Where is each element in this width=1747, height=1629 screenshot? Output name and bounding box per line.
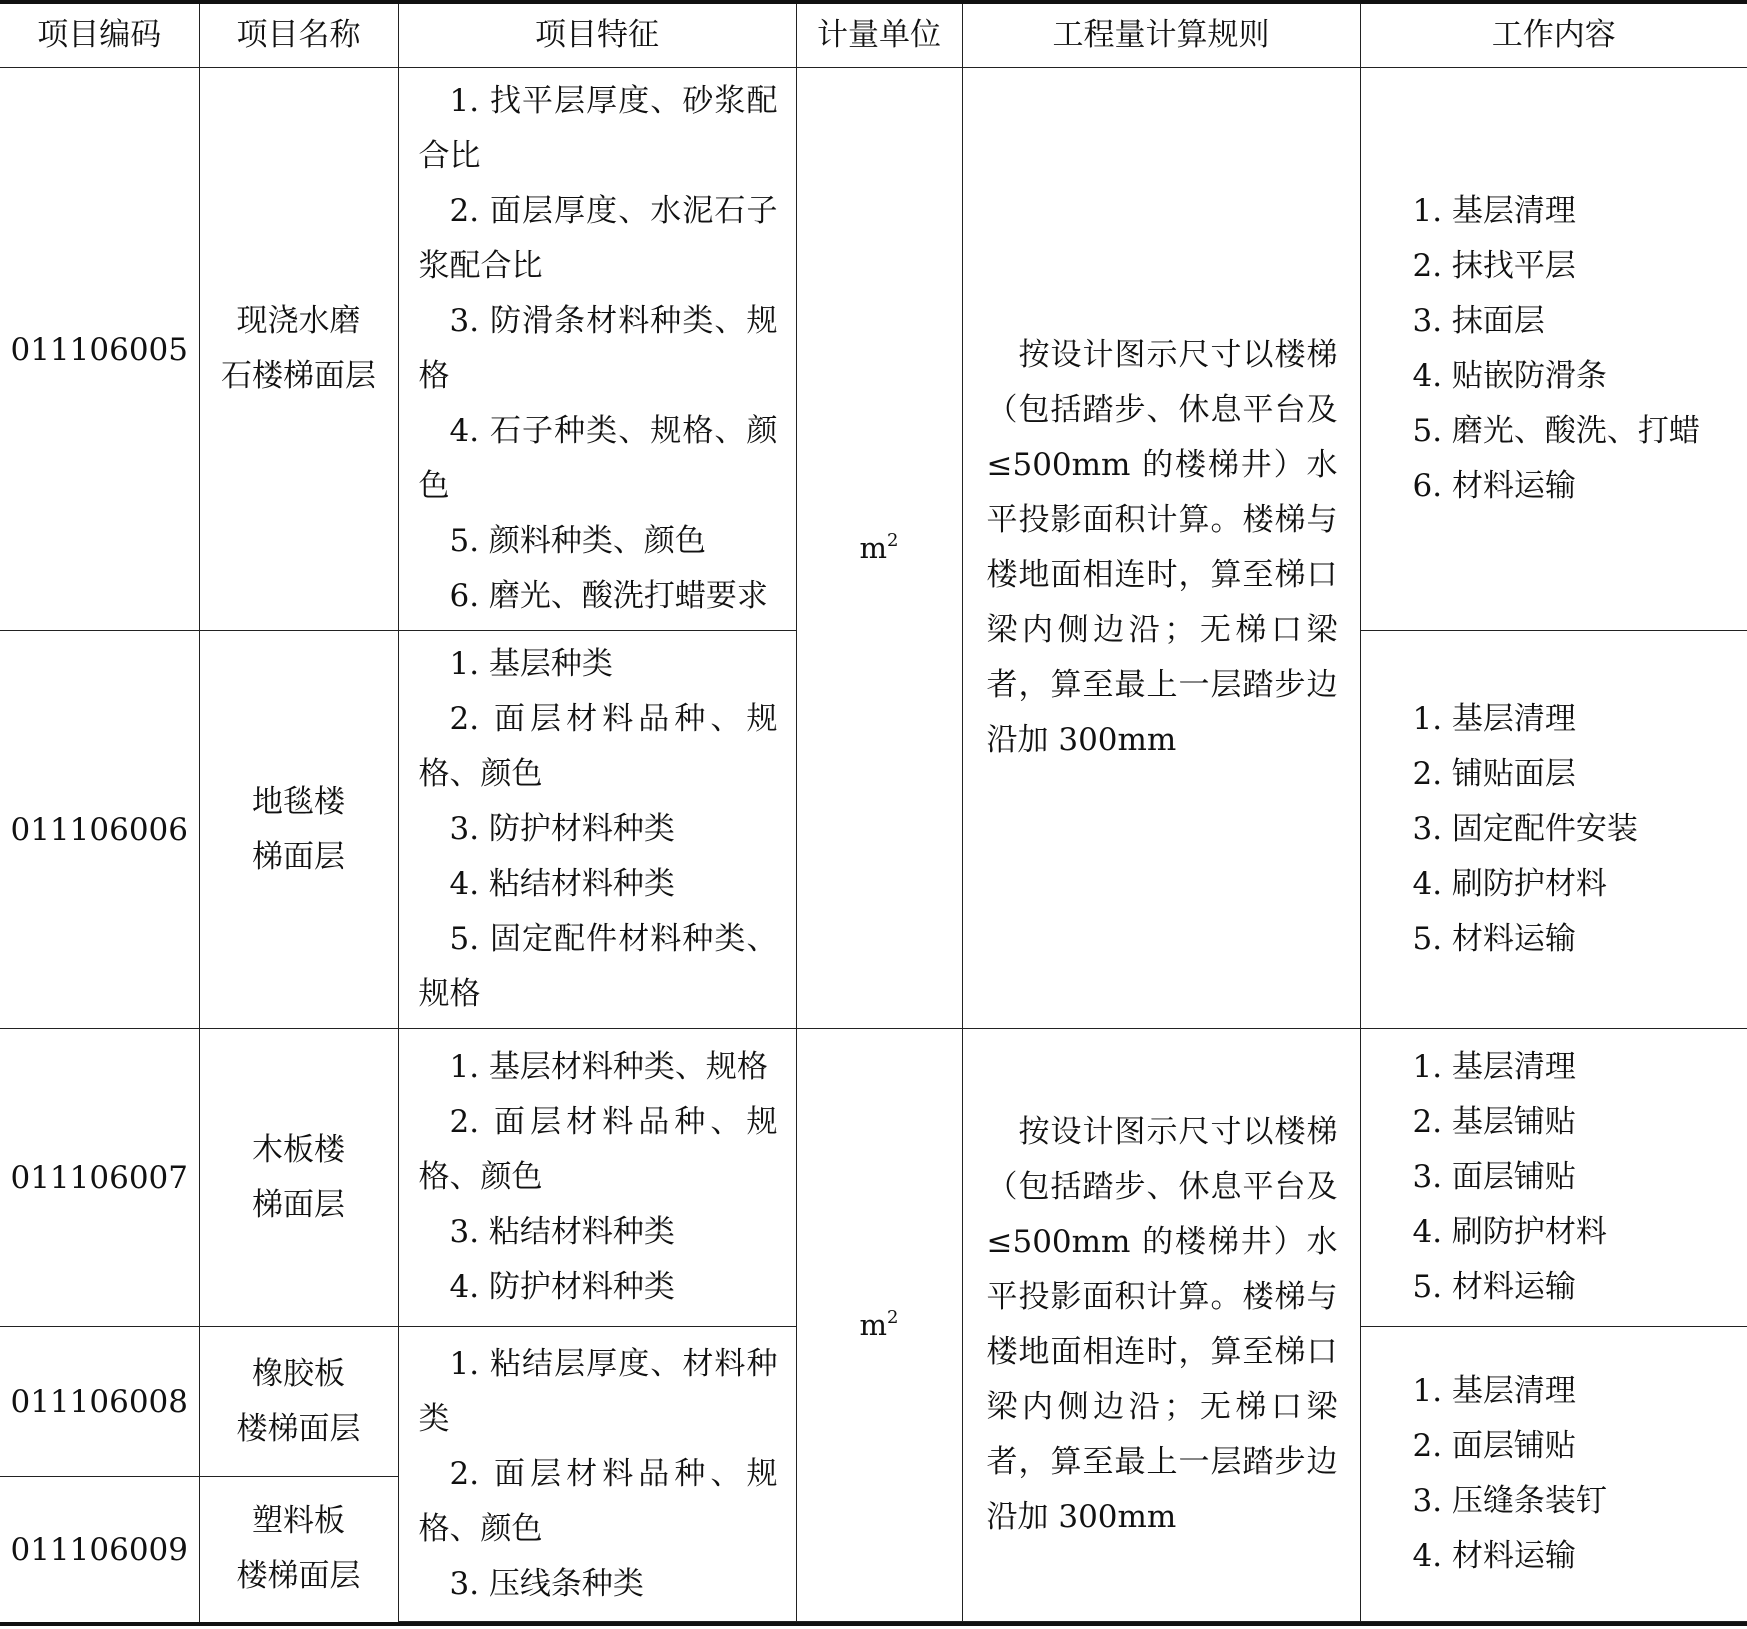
project-name-line: 橡胶板 — [252, 1355, 345, 1392]
header-work-content: 工作内容 — [1360, 4, 1747, 68]
work-content — [1360, 1327, 1747, 1622]
work-content — [1360, 631, 1747, 1029]
work-item: 2. 铺贴面层 — [1412, 756, 1576, 792]
project-name — [199, 1327, 398, 1477]
work-item: 3. 压缝条装钉 — [1412, 1483, 1607, 1519]
header-project-features: 项目特征 — [398, 4, 796, 68]
project-code: 011106005 — [0, 68, 199, 631]
feature-item: 3. 防滑条材料种类、规格 — [418, 303, 778, 394]
feature-item: 5. 颜料种类、颜色 — [449, 523, 706, 559]
feature-item: 3. 防护材料种类 — [449, 811, 675, 847]
unit-superscript: 2 — [887, 1306, 899, 1328]
unit-superscript: 2 — [887, 529, 899, 551]
header-project-code: 项目编码 — [0, 4, 199, 68]
work-content — [1360, 1029, 1747, 1327]
project-name-line: 地毯楼 — [252, 783, 345, 820]
feature-item: 3. 压线条种类 — [449, 1565, 644, 1602]
table-row — [0, 1029, 1747, 1327]
feature-item: 1. 粘结层厚度、材料种类 — [418, 1345, 778, 1437]
work-item: 1. 基层清理 — [1412, 701, 1576, 737]
unit-text: m — [859, 530, 888, 565]
project-name-line: 楼梯面层 — [236, 1558, 361, 1595]
work-item: 5. 材料运输 — [1412, 921, 1576, 957]
work-item: 2. 面层铺贴 — [1412, 1428, 1576, 1464]
feature-item: 4. 石子种类、规格、颜色 — [418, 413, 778, 504]
work-item: 4. 材料运输 — [1412, 1538, 1576, 1574]
feature-item: 1. 基层材料种类、规格 — [449, 1049, 768, 1085]
feature-item: 4. 防护材料种类 — [449, 1269, 675, 1305]
project-features — [398, 631, 796, 1029]
unit-cell — [796, 68, 962, 1029]
work-item: 4. 贴嵌防滑条 — [1412, 358, 1607, 394]
work-item: 3. 固定配件安装 — [1412, 811, 1638, 847]
bottom-rule — [0, 1622, 1747, 1626]
header-quantity-rule: 工程量计算规则 — [962, 4, 1360, 68]
unit-text: m — [859, 1307, 888, 1342]
project-name — [199, 1029, 398, 1327]
project-code: 011106006 — [0, 631, 199, 1029]
work-item: 6. 材料运输 — [1412, 468, 1576, 504]
quantity-rule: 按设计图示尺寸以楼梯（包括踏步、休息平台及≤500mm 的楼梯井）水平投影面积计算。楼梯与楼地面相连时，算至梯口梁内侧边沿；无梯口梁者，算至最上一层踏步边沿加 300mm — [962, 68, 1360, 1029]
work-content — [1360, 68, 1747, 631]
feature-item: 3. 粘结材料种类 — [449, 1214, 675, 1250]
project-name — [199, 68, 398, 631]
project-name-line: 楼梯面层 — [236, 1410, 361, 1447]
header-row — [0, 4, 1747, 68]
feature-item: 2. 面层材料品种、规格、颜色 — [418, 701, 778, 792]
project-name-line: 现浇水磨 — [236, 303, 361, 339]
project-features — [398, 1327, 796, 1622]
work-item: 1. 基层清理 — [1412, 193, 1576, 229]
project-features — [398, 1029, 796, 1327]
table-row — [0, 68, 1747, 631]
project-name-line: 木板楼 — [252, 1131, 345, 1168]
work-item: 5. 材料运输 — [1412, 1269, 1576, 1305]
stair-surface-spec-table — [0, 4, 1747, 1622]
work-item: 1. 基层清理 — [1412, 1373, 1576, 1409]
work-item: 3. 面层铺贴 — [1412, 1159, 1576, 1195]
project-code: 011106008 — [0, 1327, 199, 1477]
header-project-name: 项目名称 — [199, 4, 398, 68]
project-name-line: 石楼梯面层 — [221, 358, 376, 394]
project-name-line: 梯面层 — [252, 1186, 345, 1223]
project-name-line: 塑料板 — [252, 1503, 345, 1540]
feature-item: 1. 找平层厚度、砂浆配合比 — [418, 83, 778, 174]
project-features — [398, 68, 796, 631]
project-code: 011106007 — [0, 1029, 199, 1327]
work-item: 3. 抹面层 — [1412, 303, 1545, 339]
feature-item: 5. 固定配件材料种类、规格 — [418, 921, 778, 1012]
work-item: 2. 抹找平层 — [1412, 248, 1576, 284]
quantity-rule: 按设计图示尺寸以楼梯（包括踏步、休息平台及≤500mm 的楼梯井）水平投影面积计算。楼梯与楼地面相连时，算至梯口梁内侧边沿；无梯口梁者，算至最上一层踏步边沿加 300mm — [962, 1029, 1360, 1622]
feature-item: 2. 面层厚度、水泥石子浆配合比 — [418, 193, 778, 284]
feature-item: 4. 粘结材料种类 — [449, 866, 675, 902]
project-name — [199, 631, 398, 1029]
feature-item: 6. 磨光、酸洗打蜡要求 — [449, 578, 768, 614]
work-item: 5. 磨光、酸洗、打蜡 — [1412, 413, 1700, 449]
project-code: 011106009 — [0, 1477, 199, 1622]
work-item: 4. 刷防护材料 — [1412, 1214, 1607, 1250]
work-item: 4. 刷防护材料 — [1412, 866, 1607, 902]
feature-item: 1. 基层种类 — [449, 646, 613, 682]
feature-item: 2. 面层材料品种、规格、颜色 — [418, 1104, 778, 1195]
unit-cell — [796, 1029, 962, 1622]
work-item: 2. 基层铺贴 — [1412, 1104, 1576, 1140]
project-name — [199, 1477, 398, 1622]
work-item: 1. 基层清理 — [1412, 1049, 1576, 1085]
header-unit: 计量单位 — [796, 4, 962, 68]
feature-item: 2. 面层材料品种、规格、颜色 — [418, 1455, 778, 1547]
project-name-line: 梯面层 — [252, 838, 345, 875]
